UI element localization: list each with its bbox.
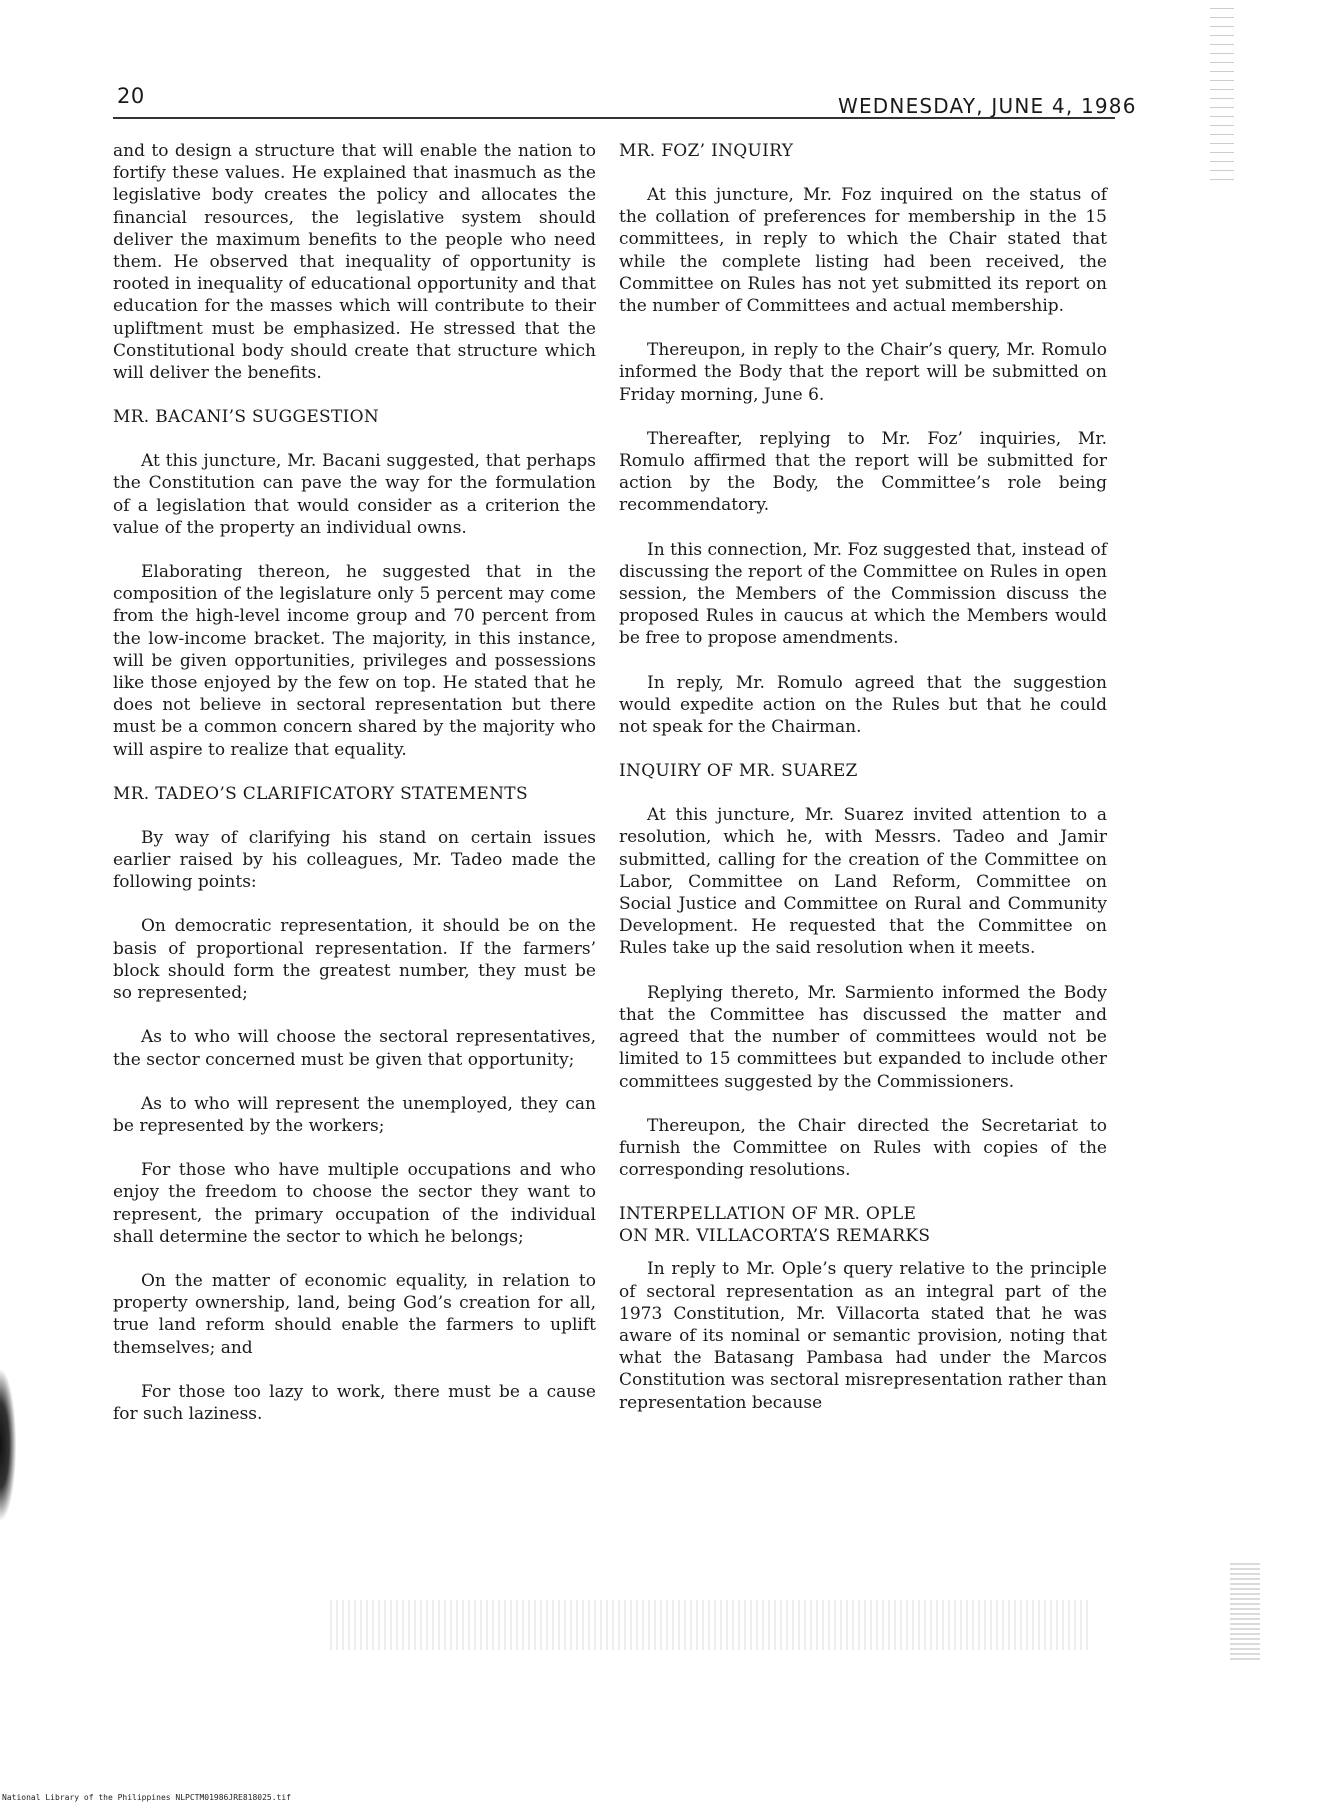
section-heading-foz: MR. FOZ’ INQUIRY <box>619 141 794 161</box>
paragraph: Thereafter, replying to Mr. Foz’ inquiries, Mr. Romulo affirmed that the report will be submitted for action by the Body, the Committee’s role being recommendatory. <box>619 428 1107 516</box>
paragraph: As to who will represent the unemployed, they can be represented by the workers; <box>113 1093 596 1136</box>
paragraph: In reply, Mr. Romulo agreed that the suggestion would expedite action on the Rules but that he could not speak for the Chairman. <box>619 672 1107 738</box>
paragraph: and to design a structure that will enable the nation to fortify these values. He explained that inasmuch as the legislative body creates the policy and allocates the financial resources, the legislative system should deliver the maximum benefits to the people who need them. He observed that inequality of opportunity is rooted in inequality of educational opportunity and that education for the masses which will contribute to their upliftment must be emphasized. He stressed that the Constitutional body should create that structure which will deliver the benefits. <box>113 141 596 384</box>
paragraph: On the matter of economic equality, in relation to property ownership, land, being God’s creation for all, true land reform should enable the farmers to uplift themselves; and <box>113 1270 596 1358</box>
paragraph: For those too lazy to work, there must be a cause for such laziness. <box>113 1381 596 1424</box>
left-column <box>113 140 596 1425</box>
header-date: WEDNESDAY, JUNE 4, 1986 <box>838 94 1137 118</box>
paragraph: At this juncture, Mr. Suarez invited attention to a resolution, which he, with Messrs. Tadeo and Jamir submitted, calling for the creation of the Committee on Labor, Committee on Land Reform, Committee on Social Justice and Committee on Rural and Community Development. He requested that the Committee on Rules take up the said resolution when it meets. <box>619 805 1107 959</box>
section-heading-tadeo: MR. TADEO’S CLARIFICATORY STATEMENTS <box>113 783 528 804</box>
section-heading-ople-line-2: ON MR. VILLACORTA’S REMARKS <box>619 1226 931 1247</box>
paragraph: At this juncture, Mr. Bacani suggested, that perhaps the Constitution can pave the way for the formulation of a legislation that would consider as a criterion the value of the property an individual owns. <box>113 451 596 538</box>
scan-footer-label: National Library of the Philippines NLPCTM01986JRE818025.tif <box>2 1793 291 1802</box>
paragraph: Thereupon, the Chair directed the Secretariat to furnish the Committee on Rules with copies of the corresponding resolutions. <box>619 1115 1107 1181</box>
scan-noise-right <box>1230 1560 1260 1660</box>
section-heading-suarez: INQUIRY OF MR. SUAREZ <box>619 761 858 782</box>
paragraph: As to who will choose the sectoral representatives, the sector concerned must be given that opportunity; <box>113 1027 596 1070</box>
section-heading-ople-line-1: INTERPELLATION OF MR. OPLE <box>619 1204 917 1225</box>
paragraph: In this connection, Mr. Foz suggested that, instead of discussing the report of the Committee on Rules in open session, the Members of the Commission discuss the proposed Rules in caucus at which the Members would be free to propose amendments. <box>619 539 1107 649</box>
section-heading-bacani: MR. BACANI’S SUGGESTION <box>113 407 380 428</box>
scan-edge-shadow <box>0 1370 16 1520</box>
paragraph: At this juncture, Mr. Foz inquired on the status of the collation of preferences for membership in the 15 committees, in reply to which the Chair stated that while the complete listing had been received, the Committee on Rules has not yet submitted its report on the number of Committees and actual membership. <box>619 185 1107 317</box>
header-rule <box>113 117 1115 119</box>
scan-noise-band <box>330 1600 1090 1650</box>
paragraph: Replying thereto, Mr. Sarmiento informed the Body that the Committee has discussed the matter and agreed that the number of committees would not be limited to 15 committees but expanded to include other committees suggested by the Commissioners. <box>619 982 1107 1092</box>
paragraph: Thereupon, in reply to the Chair’s query, Mr. Romulo informed the Body that the report will be submitted on Friday morning, June 6. <box>619 340 1107 405</box>
paragraph: Elaborating thereon, he suggested that in the composition of the legislature only 5 percent may come from the high-level income group and 70 percent from the low-income bracket. The majority, in this instance, will be given opportunities, privileges and possessions like those enjoyed by the few on top. He stated that he does not believe in sectoral representation but there must be a common concern shared by the majority who will aspire to realize that equality. <box>113 562 596 760</box>
paragraph: In reply to Mr. Ople’s query relative to the principle of sectoral representation as an integral part of the 1973 Constitution, Mr. Villacorta stated that he was aware of its nominal or semantic provision, noting that what the Batasang Pambasa had under the Marcos Constitution was sectoral misrepresentation rather than representation because <box>619 1259 1107 1413</box>
page-number: 20 <box>117 84 145 108</box>
paragraph: For those who have multiple occupations and who enjoy the freedom to choose the sector they want to represent, the primary occupation of the individual shall determine the sector to which he belongs; <box>113 1160 596 1247</box>
paragraph: On democratic representation, it should be on the basis of proportional representation. If the farmers’ block should form the greatest number, they must be so represented; <box>113 916 596 1004</box>
right-column <box>619 140 1107 1414</box>
scan-noise-top-right <box>1210 0 1234 180</box>
paragraph: By way of clarifying his stand on certain issues earlier raised by his colleagues, Mr. Tadeo made the following points: <box>113 827 596 893</box>
